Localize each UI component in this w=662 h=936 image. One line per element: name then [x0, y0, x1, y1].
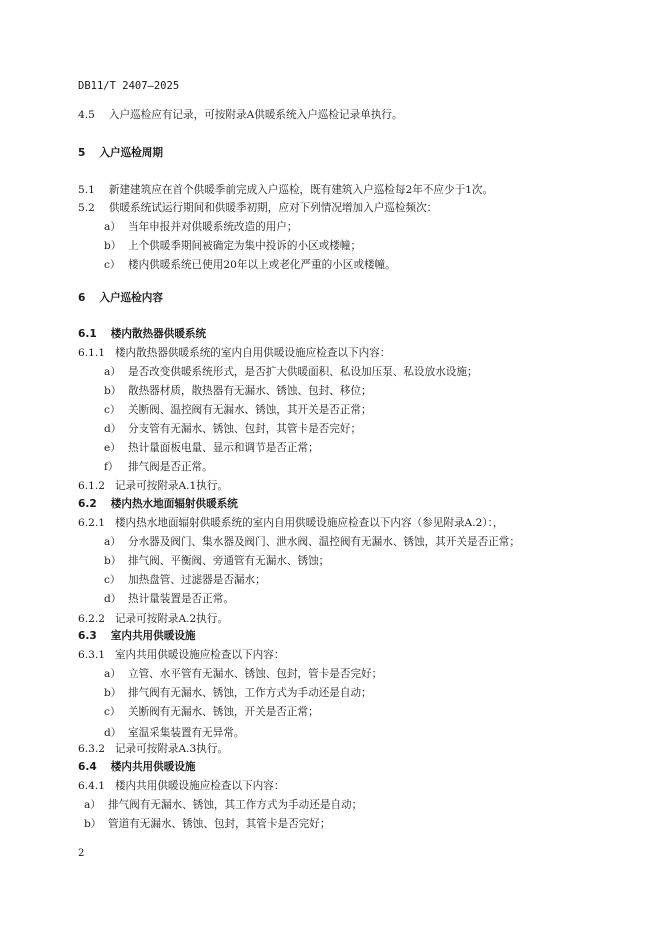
- list-item-6-2-1-c: [104, 573, 266, 587]
- list-item-6-1-1-b: [104, 384, 372, 398]
- list-text: 散热器材质，散热器有无漏水、锈蚀、包封、移位；: [128, 385, 372, 397]
- list-text: 热计量面板电量、显示和调节是否正常；: [128, 442, 319, 454]
- list-item-5-2-a: [104, 220, 298, 234]
- list-marker: a）: [104, 668, 121, 680]
- clause-6-3-2: [78, 742, 228, 756]
- list-text: 管道有无漏水、锈蚀、包封，其管卡是否完好；: [108, 818, 331, 830]
- list-text: 排气阀是否正常。: [128, 461, 213, 473]
- clause-text: 室内共用供暖设施应检查以下内容：: [114, 649, 285, 661]
- list-marker: c）: [104, 574, 121, 586]
- clause-number: 5.1: [78, 184, 95, 196]
- subsection-heading-6-2: [78, 497, 238, 511]
- clause-text: 供暖系统试运行期间和供暖季初期，应对下列情况增加入户巡检频次：: [108, 202, 438, 214]
- section-title: 楼内热水地面辐射供暖系统: [110, 498, 238, 510]
- subsection-heading-6-4: [78, 760, 196, 774]
- list-text: 关断阀有无漏水、锈蚀，开关是否正常；: [128, 706, 319, 718]
- clause-4-5: [78, 108, 403, 122]
- clause-text: 记录可按附录A.1执行。: [114, 480, 229, 492]
- list-item-6-3-1-a: [104, 667, 382, 681]
- clause-6-3-1: [78, 648, 284, 662]
- list-text: 楼内供暖系统已使用20年以上或老化严重的小区或楼幢。: [128, 259, 396, 271]
- list-marker: c）: [104, 706, 121, 718]
- clause-text: 楼内共用供暖设施应检查以下内容：: [114, 780, 285, 792]
- list-text: 分支管有无漏水、锈蚀、包封，其管卡是否完好；: [128, 423, 362, 435]
- section-heading-6: [78, 291, 163, 305]
- clause-5-2: [78, 201, 437, 215]
- list-text: 当年申报并对供暖系统改造的用户；: [128, 221, 298, 233]
- list-text: 排气阀有无漏水、锈蚀，其工作方式为手动还是自动；: [108, 799, 363, 811]
- section-title: 室内共用供暖设施: [110, 630, 196, 642]
- list-marker: d）: [104, 727, 122, 739]
- list-item-6-3-1-d: [104, 726, 245, 740]
- list-item-5-2-c: [104, 258, 396, 272]
- list-text: 排气阀、平衡阀、旁通管有无漏水、锈蚀；: [128, 555, 330, 567]
- clause-number: 6.1.2: [78, 480, 105, 492]
- list-item-6-3-1-b: [104, 686, 372, 700]
- list-text: 上个供暖季期间被确定为集中投诉的小区或楼幢；: [128, 240, 362, 252]
- list-text: 立管、水平管有无漏水、锈蚀、包封，管卡是否完好；: [128, 668, 383, 680]
- list-item-6-3-1-c: [104, 705, 319, 719]
- section-number: 5: [78, 147, 86, 159]
- list-text: 加热盘管、过滤器是否漏水；: [128, 574, 266, 586]
- list-item-5-2-b: [104, 239, 361, 253]
- clause-number: 6.2.2: [78, 613, 105, 625]
- list-marker: a）: [84, 799, 101, 811]
- clause-6-2-2: [78, 612, 228, 626]
- clause-5-1: [78, 183, 493, 197]
- list-marker: a）: [104, 366, 121, 378]
- list-item-6-1-1-a: [104, 365, 478, 379]
- section-number: 6.3: [78, 630, 97, 642]
- list-text: 分水器及阀门、集水器及阀门、泄水阀、温控阀有无漏水、锈蚀，其开关是否正常；: [128, 536, 520, 548]
- clause-number: 6.3.1: [78, 649, 105, 661]
- clause-number: 6.3.2: [78, 743, 105, 755]
- list-text: 是否改变供暖系统形式，是否扩大供暖面积、私设加压泵、私设放水设施；: [128, 366, 478, 378]
- clause-text: 记录可按附录A.2执行。: [114, 613, 229, 625]
- section-title: 楼内散热器供暖系统: [110, 328, 207, 340]
- section-title: 楼内共用供暖设施: [110, 761, 196, 773]
- page-number: 2: [78, 848, 85, 859]
- list-marker: a）: [104, 221, 121, 233]
- list-item-6-4-1-a: [84, 798, 362, 812]
- clause-text: 记录可按附录A.3执行。: [114, 743, 229, 755]
- list-marker: e）: [104, 442, 121, 454]
- list-marker: a）: [104, 536, 121, 548]
- clause-number: 4.5: [78, 109, 95, 121]
- list-text: 关断阀、温控阀有无漏水、锈蚀，其开关是否正常；: [128, 404, 372, 416]
- section-title: 入户巡检内容: [99, 292, 163, 304]
- list-item-6-2-1-a: [104, 535, 520, 549]
- list-marker: b）: [104, 555, 122, 567]
- clause-6-1-2: [78, 479, 228, 493]
- list-item-6-4-1-b: [84, 817, 330, 831]
- clause-text: 楼内热水地面辐射供暖系统的室内自用供暖设施应检查以下内容（参见附录A.2）：，: [114, 517, 504, 529]
- clause-6-4-1: [78, 779, 284, 793]
- section-number: 6: [78, 292, 86, 304]
- section-number: 6.1: [78, 328, 97, 340]
- clause-text: 入户巡检应有记录，可按附录A供暖系统入户巡检记录单执行。: [108, 109, 403, 121]
- clause-number: 6.4.1: [78, 780, 105, 792]
- list-item-6-1-1-c: [104, 403, 372, 417]
- list-text: 室温采集装置有无异常。: [128, 727, 245, 739]
- section-number: 6.4: [78, 761, 97, 773]
- subsection-heading-6-1: [78, 327, 206, 341]
- list-item-6-2-1-b: [104, 554, 329, 568]
- list-text: 热计量装置是否正常。: [128, 593, 234, 605]
- document-header-code: DB11/T 2407—2025: [78, 80, 180, 92]
- clause-number: 5.2: [78, 202, 95, 214]
- clause-number: 6.2.1: [78, 517, 105, 529]
- list-marker: d）: [104, 423, 122, 435]
- clause-number: 6.1.1: [78, 347, 105, 359]
- list-marker: f）: [104, 461, 119, 473]
- list-marker: b）: [104, 240, 122, 252]
- clause-6-2-1: [78, 516, 504, 530]
- subsection-heading-6-3: [78, 629, 196, 643]
- list-item-6-1-1-d: [104, 422, 361, 436]
- list-text: 排气阀有无漏水、锈蚀，工作方式为手动还是自动；: [128, 687, 372, 699]
- section-title: 入户巡检周期: [99, 147, 163, 159]
- list-marker: b）: [104, 687, 122, 699]
- list-marker: b）: [104, 385, 122, 397]
- list-marker: b）: [84, 818, 102, 830]
- clause-text: 新建建筑应在首个供暖季前完成入户巡检，既有建筑入户巡检每2年不应少于1次。: [108, 184, 494, 196]
- list-marker: c）: [104, 404, 121, 416]
- list-marker: d）: [104, 593, 122, 605]
- list-marker: c）: [104, 259, 121, 271]
- section-heading-5: [78, 146, 163, 160]
- clause-6-1-1: [78, 346, 390, 360]
- list-item-6-1-1-e: [104, 441, 319, 455]
- list-item-6-1-1-f: [104, 460, 213, 474]
- list-item-6-2-1-d: [104, 592, 234, 606]
- section-number: 6.2: [78, 498, 97, 510]
- clause-text: 楼内散热器供暖系统的室内自用供暖设施应检查以下内容：: [114, 347, 391, 359]
